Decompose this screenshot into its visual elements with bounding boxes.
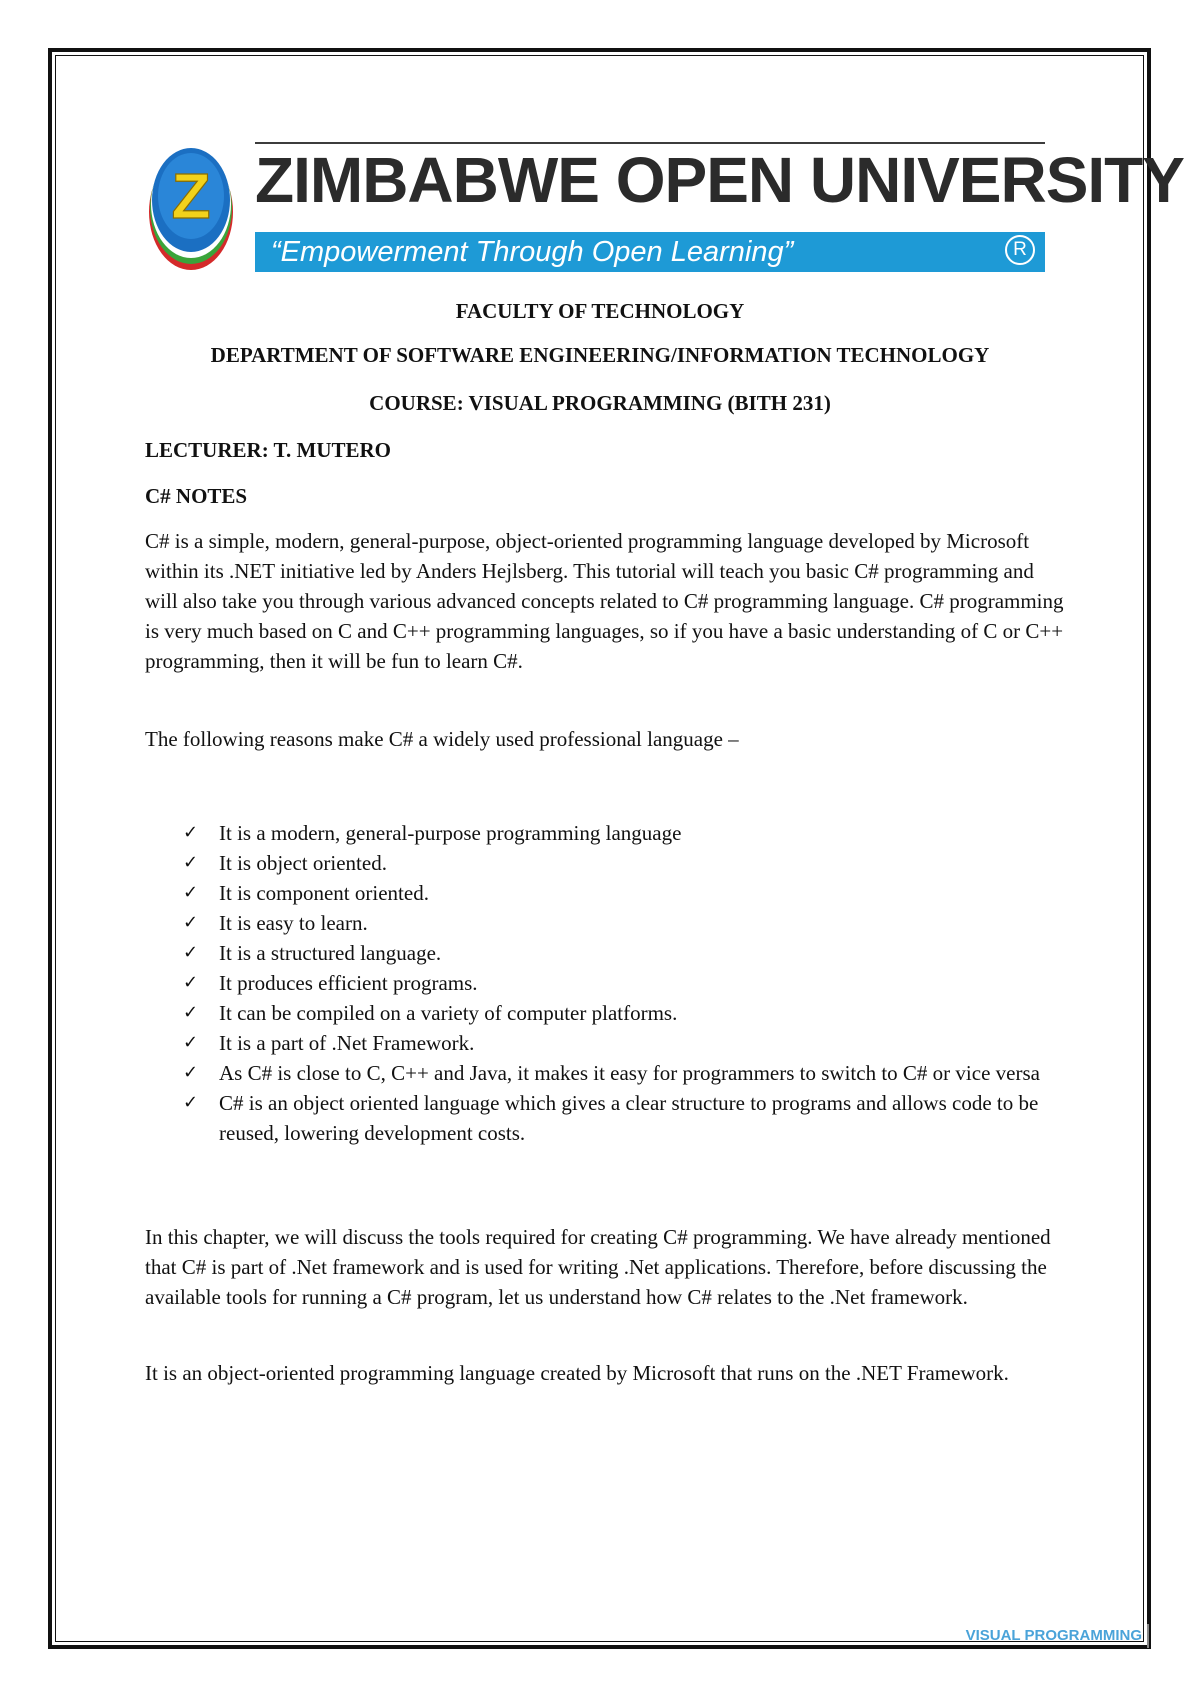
notes-title: C# NOTES [145,484,248,508]
check-icon: ✓ [183,942,199,963]
faculty-heading: FACULTY OF TECHNOLOGY [455,299,745,323]
check-icon: ✓ [183,822,199,843]
definition-paragraph: It is an object-oriented programming language created by Microsoft that runs on the .NET Framework. [145,1361,1009,1385]
university-logo [145,140,1184,275]
list-item: ✓ It is easy to learn. [183,908,1063,938]
lecturer-heading: LECTURER: T. MUTERO [145,438,392,462]
list-item: ✓ It produces efficient programs. [183,968,1063,998]
department-heading: DEPARTMENT OF SOFTWARE ENGINEERING/INFORMATION TECHNOLOGY [210,343,990,367]
list-item: ✓ It is object oriented. [183,848,1063,878]
list-item: ✓ It is component oriented. [183,878,1063,908]
list-item: ✓ C# is an object oriented language which gives a clear structure to programs and allows code to be reused, lowering development costs. [183,1088,1063,1148]
check-icon: ✓ [183,972,199,993]
check-icon: ✓ [183,912,199,933]
intro-paragraph: C# is a simple, modern, general-purpose, object-oriented programming language developed by Microsoft within its .NET initiative led by Anders Hejlsberg. This tutorial will teach you basic C# programming and will also take you through various advanced concepts related to C# programming language. C# programming is very much based on C and C++ programming languages, so if you have a basic understanding of C or C++ programming, then it will be fun to learn C#. [145,529,1064,673]
course-heading: COURSE: VISUAL PROGRAMMING (BITH 231) [369,391,831,415]
footer-divider [1147,1624,1149,1648]
footer-course-label: VISUAL PROGRAMMING [965,1627,1142,1644]
reasons-list [183,818,1063,1148]
list-item: ✓ As C# is close to C, C++ and Java, it makes it easy for programmers to switch to C# or vice versa [183,1058,1063,1088]
list-item: ✓ It is a part of .Net Framework. [183,1028,1063,1058]
motto-band [255,232,1045,272]
registered-mark-icon: R [1005,235,1035,265]
university-motto: “Empowerment Through Open Learning” [271,236,794,268]
check-icon: ✓ [183,1062,199,1083]
list-item: ✓ It is a modern, general-purpose programming language [183,818,1063,848]
check-icon: ✓ [183,1002,199,1023]
chapter-paragraph: In this chapter, we will discuss the tools required for creating C# programming. We have already mentioned that C# is part of .Net framework and is used for writing .Net applications. Therefore, before discussing the available tools for running a C# program, let us understand how C# relates to the .Net framework. [145,1225,1051,1309]
university-name: ZIMBABWE OPEN UNIVERSITY [255,144,1184,216]
check-icon: ✓ [183,882,199,903]
reasons-lead: The following reasons make C# a widely used professional language – [145,727,739,751]
check-icon: ✓ [183,1032,199,1053]
list-item: ✓ It can be compiled on a variety of computer platforms. [183,998,1063,1028]
check-icon: ✓ [183,1092,199,1113]
zou-emblem-icon [145,140,237,275]
emblem-letter: Z [171,160,211,232]
check-icon: ✓ [183,852,199,873]
list-item: ✓ It is a structured language. [183,938,1063,968]
